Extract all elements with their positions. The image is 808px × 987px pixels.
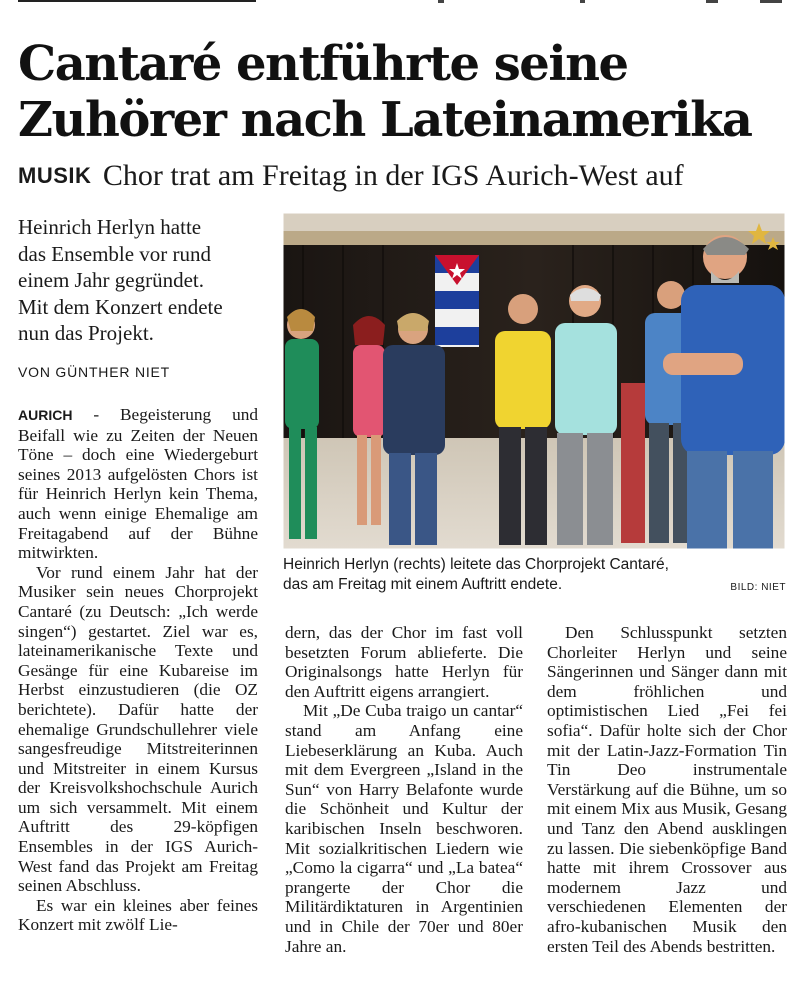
top-rule — [18, 0, 256, 2]
top-edge-fragment — [760, 0, 782, 3]
article-subheadline — [18, 158, 798, 194]
dateline: AURICH — [18, 407, 73, 423]
article-teaser — [18, 214, 268, 347]
caption-line-1: Heinrich Herlyn (rechts) leitete das Chorprojekt Cantaré, — [283, 556, 669, 573]
top-edge-fragment — [438, 0, 444, 3]
top-edge-fragment — [706, 0, 718, 3]
paragraph-text: - Begeisterung und Beifall wie zu Zeiten der Neuen Töne – doch eine Wiedergeburt seines 2013 aufgelösten Chors ist für Heinrich Herlyn kein Thema, auch wenn einige Ehemalige am Freitagabend auf der Bühne mitwirkten. — [18, 405, 259, 563]
photo-caption — [283, 555, 785, 595]
teaser-line: das Ensemble vor rund — [18, 241, 212, 266]
teaser-line: nun das Projekt. — [18, 321, 154, 345]
section-kicker: MUSIK — [18, 163, 92, 188]
article-column-3 — [547, 623, 787, 956]
article-column-2 — [285, 623, 523, 956]
teaser-line: Heinrich Herlyn hatte — [18, 215, 202, 239]
photo-credit: BILD: NIET — [730, 582, 786, 593]
headline-line-2: Zuhörer nach Lateinamerika — [18, 92, 752, 148]
teaser-line: einem Jahr gegründet. — [18, 268, 205, 292]
caption-line-2: das am Freitag mit einem Auftritt endete. — [283, 576, 563, 593]
headline-line-1: Cantaré entführte seine — [18, 36, 628, 92]
article-paragraph — [18, 405, 258, 563]
article-column-1 — [18, 405, 258, 935]
top-edge-fragment — [580, 0, 585, 3]
byline: VON GÜNTHER NIET — [18, 364, 171, 380]
article-paragraph: Den Schlusspunkt setzten Chorleiter Herlyn und seine Sängerinnen und Sänger dann mit dem fröhlichen und optimistischen Lied „Fei fei sofia“. Dafür holte sich der Chor mit der Latin-Jazz-Formation Tin Tin Deo instrumentale Verstärkung auf die Bühne, um so mit einem Mix aus Musik, Gesang und Tanz den Abend ausklingen zu lassen. Die siebenköpfige Band hatte mit ihrem Crossover aus modernem Jazz und verschiedenen Elementen der afro-kubanischen Musik den ersten Teil des Abends bestritten. — [547, 623, 787, 956]
subheadline-text: Chor trat am Freitag in der IGS Aurich-West auf — [102, 159, 684, 192]
teaser-line: Mit dem Konzert endete — [18, 294, 223, 319]
article-photo — [283, 213, 785, 549]
article-paragraph: Vor rund einem Jahr hat der Musiker sein neues Chorprojekt Cantaré (zu Deutsch: „Ich werde singen“) gestartet. Ziel war es, lateinamerikanische Texte und Gesänge für eine Kubareise im Herbst einzustudieren (die OZ berichtete). Dafür hatte der ehemalige Grundschullehrer viele sangesfreudige Mitstreiterinnen und Mitstreiter in einem Kursus der Kreisvolkshochschule Aurich um sich versammelt. Mit einem Auftritt des 29-köpfigen Ensembles in der IGS Aurich-West fand das Projekt am Freitag seinen Abschluss. — [18, 562, 258, 896]
article-paragraph: Es war ein kleines aber feines Konzert mit zwölf Lie- — [18, 895, 258, 935]
article-paragraph: dern, das der Chor im fast voll besetzten Forum ablieferte. Die Originalsongs hatte Herlyn für den Auftritt eigens arrangiert. — [285, 623, 523, 701]
article-headline — [18, 36, 798, 148]
article-paragraph: Mit „De Cuba traigo un cantar“ stand am Anfang eine Liebeserklärung an Kuba. Auch mit dem Evergreen „Island in the Sun“ von Harry Belafonte wurde die Schönheit und Kultur der karibischen Inseln beschworen. Mit sozialkritischen Liedern wie „Como la cigarra“ und „La batea“ prangerte der Chor die Militärdiktaturen in Argentinien und in Chile der 70er und 80er Jahre an. — [285, 701, 523, 956]
